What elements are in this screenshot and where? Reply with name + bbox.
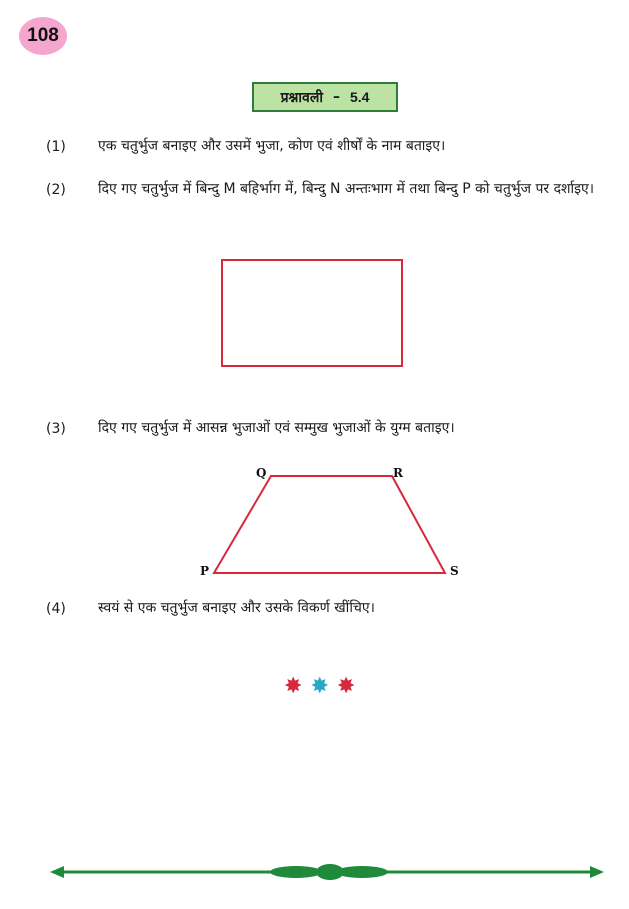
- question-3-number: (3): [46, 421, 66, 437]
- quadrilateral-pqrs: [214, 476, 445, 573]
- question-3-text: दिए गए चतुर्भुज में आसन्न भुजाओं एवं सम्मुख भुजाओं के युग्म बताइए।: [98, 420, 455, 436]
- question-4-number: (4): [46, 601, 66, 617]
- vertex-label-p: P: [200, 564, 210, 578]
- star-ornament-red-1: ✸: [284, 674, 303, 699]
- question-4-text: स्वयं से एक चतुर्भुज बनाइए और उसके विकर्ण खींचिए।: [98, 600, 375, 616]
- vertex-label-q: Q: [256, 466, 267, 480]
- question-1-number: (1): [46, 139, 66, 155]
- vertex-label-s: S: [450, 564, 459, 578]
- vertex-label-r: R: [393, 466, 403, 480]
- question-2-number: (2): [46, 182, 66, 198]
- quadrilateral-rectangle: [222, 260, 402, 366]
- star-ornament-red-2: ✸: [336, 674, 356, 699]
- star-ornament: [284, 676, 355, 698]
- question-1-text: एक चतुर्भुज बनाइए और उसमें भुजा, कोण एवं शीर्षों के नाम बताइए।: [98, 138, 446, 154]
- page-number-badge: 108: [19, 17, 67, 55]
- bottom-divider: [50, 864, 604, 880]
- exercise-title-dash: –: [332, 89, 340, 105]
- exercise-title-text: प्रश्नावली: [280, 89, 323, 106]
- exercise-number: 5.4: [349, 89, 370, 105]
- star-ornament-blue: ✸: [310, 674, 329, 699]
- question-2-text: दिए गए चतुर्भुज में बिन्दु M बहिर्भाग में, बिन्दु N अन्तःभाग में तथा बिन्दु P को चतुर्भुज पर दर्शाइए।: [98, 181, 595, 197]
